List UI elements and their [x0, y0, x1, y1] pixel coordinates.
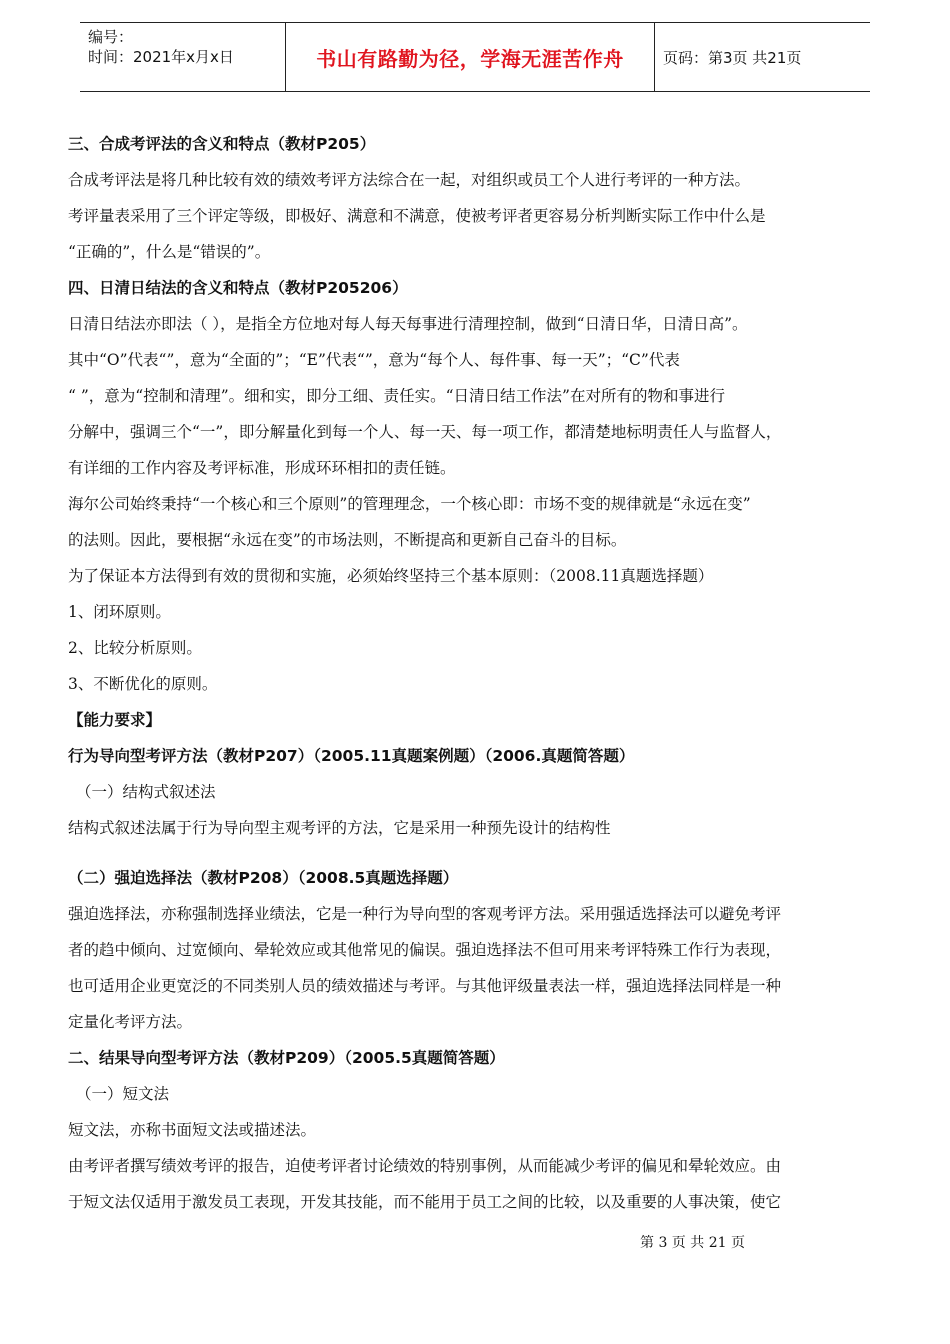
text-line: 有详细的工作内容及考评标准，形成环环相扣的责任链。 — [68, 459, 456, 477]
text-line: 合成考评法是将几种比较有效的绩效考评方法综合在一起，对组织或员工个人进行考评的一种方法。 — [68, 171, 751, 189]
text-line: 定量化考评方法。 — [68, 1013, 193, 1031]
text-line: 强迫选择法，亦称强制选择业绩法，它是一种行为导向型的客观考评方法。采用强适选择法可以避免考评 — [68, 905, 782, 923]
text-line: 其中“O”代表“”，意为“全面的”；“E”代表“”，意为“每个人、每件事、每一天”；“C”代表 — [68, 351, 680, 369]
header-page-info-cell — [655, 23, 870, 91]
text-line: 3、不断优化的原则。 — [68, 675, 218, 693]
header-motto: 书山有路勤为径，学海无涯苦作舟 — [316, 46, 624, 71]
document-time-label: 时间：2021年x月x日 — [88, 48, 234, 66]
section-heading: （二）强迫选择法（教材P208）（2008.5真题选择题） — [68, 869, 459, 887]
text-line: （一）结构式叙述法 — [76, 783, 216, 801]
text-line: 者的趋中倾向、过宽倾向、晕轮效应或其他常见的偏误。强迫选择法不但可用来考评特殊工作行为表现， — [68, 941, 782, 959]
header-page-info: 页码：第3页 共21页 — [663, 48, 802, 67]
text-line: 也可适用企业更宽泛的不同类别人员的绩效描述与考评。与其他评级量表法一样，强迫选择法同样是一种 — [68, 977, 782, 995]
section-heading: 三、合成考评法的含义和特点（教材P205） — [68, 135, 376, 153]
text-line: 结构式叙述法属于行为导向型主观考评的方法，它是采用一种预先设计的结构性 — [68, 819, 611, 837]
paragraph-gap — [68, 846, 898, 860]
text-line: 于短文法仅适用于激发员工表现，开发其技能，而不能用于员工之间的比较，以及重要的人事决策，使它 — [68, 1193, 782, 1211]
text-line: 短文法，亦称书面短文法或描述法。 — [68, 1121, 317, 1139]
page-header — [80, 22, 870, 92]
text-line: 海尔公司始终秉持“一个核心和三个原则”的管理理念，一个核心即：市场不变的规律就是“永远在变” — [68, 495, 751, 513]
text-line: （一）短文法 — [76, 1085, 170, 1103]
section-heading: 四、日清日结法的含义和特点（教材P205206） — [68, 279, 408, 297]
section-heading: 【能力要求】 — [68, 711, 162, 729]
text-line: 2、比较分析原则。 — [68, 639, 202, 657]
page-footer — [640, 1232, 745, 1252]
section-heading: 二、结果导向型考评方法（教材P209）（2005.5真题简答题） — [68, 1049, 505, 1067]
section-heading: 行为导向型考评方法（教材P207）（2005.11真题案例题）（2006.真题简答题） — [68, 747, 635, 765]
footer-page-number: 第 3 页 共 21 页 — [640, 1235, 745, 1251]
text-line: 日清日结法亦即法（ ），是指全方位地对每人每天每事进行清理控制，做到“日清日华，日清日高”。 — [68, 315, 748, 333]
header-motto-cell — [285, 23, 655, 91]
header-meta — [80, 23, 285, 91]
document-body — [68, 126, 898, 1220]
text-line: 由考评者撰写绩效考评的报告，迫使考评者讨论绩效的特别事例，从而能减少考评的偏见和晕轮效应。由 — [68, 1157, 782, 1175]
document-number-label: 编号： — [88, 28, 134, 46]
text-line: 1、闭环原则。 — [68, 603, 171, 621]
text-line: 为了保证本方法得到有效的贯彻和实施，必须始终坚持三个基本原则：（2008.11真题选择题） — [68, 567, 714, 585]
text-line: 的法则。因此，要根据“永远在变”的市场法则，不断提高和更新自己奋斗的目标。 — [68, 531, 627, 549]
text-line: 分解中，强调三个“一”，即分解量化到每一个人、每一天、每一项工作，都清楚地标明责任人与监督人， — [68, 423, 782, 441]
text-line: 考评量表采用了三个评定等级，即极好、满意和不满意，使被考评者更容易分析判断实际工作中什么是 — [68, 207, 766, 225]
text-line: “ ”，意为“控制和清理”。细和实，即分工细、责任实。“日清日结工作法”在对所有的物和事进行 — [68, 387, 725, 405]
text-line: “正确的”，什么是“错误的”。 — [68, 243, 271, 261]
